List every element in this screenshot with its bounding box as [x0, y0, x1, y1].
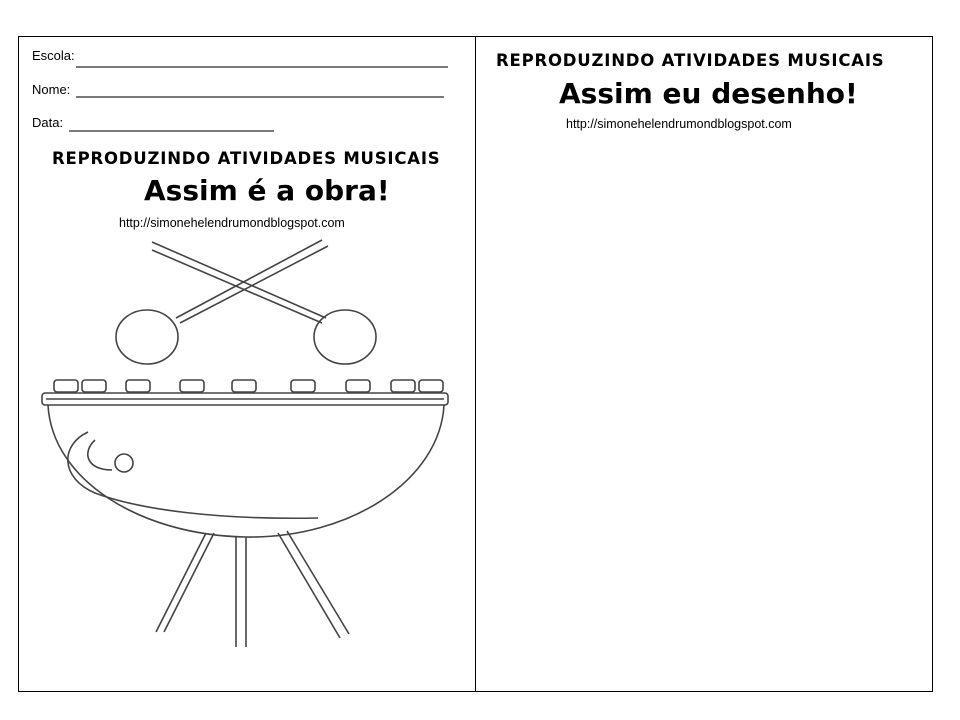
school-label: Escola: — [32, 48, 75, 63]
left-heading: REPRODUZINDO ATIVIDADES MUSICAIS — [52, 149, 441, 168]
date-label: Data: — [32, 115, 64, 130]
right-heading: REPRODUZINDO ATIVIDADES MUSICAIS — [496, 51, 885, 70]
left-title: Assim é a obra! — [144, 174, 390, 207]
name-label: Nome: — [32, 82, 71, 97]
mallet-stick-left — [152, 242, 326, 323]
mallet-head-left — [116, 310, 178, 364]
mallet-head-right — [314, 310, 376, 364]
right-title: Assim eu desenho! — [559, 77, 858, 110]
mallet-stick-right — [176, 240, 328, 323]
drum-legs — [156, 531, 349, 647]
xylophone-keys — [54, 380, 443, 392]
left-url: http://simonehelendrumondblogspot.com — [119, 216, 345, 230]
right-url: http://simonehelendrumondblogspot.com — [566, 117, 792, 131]
